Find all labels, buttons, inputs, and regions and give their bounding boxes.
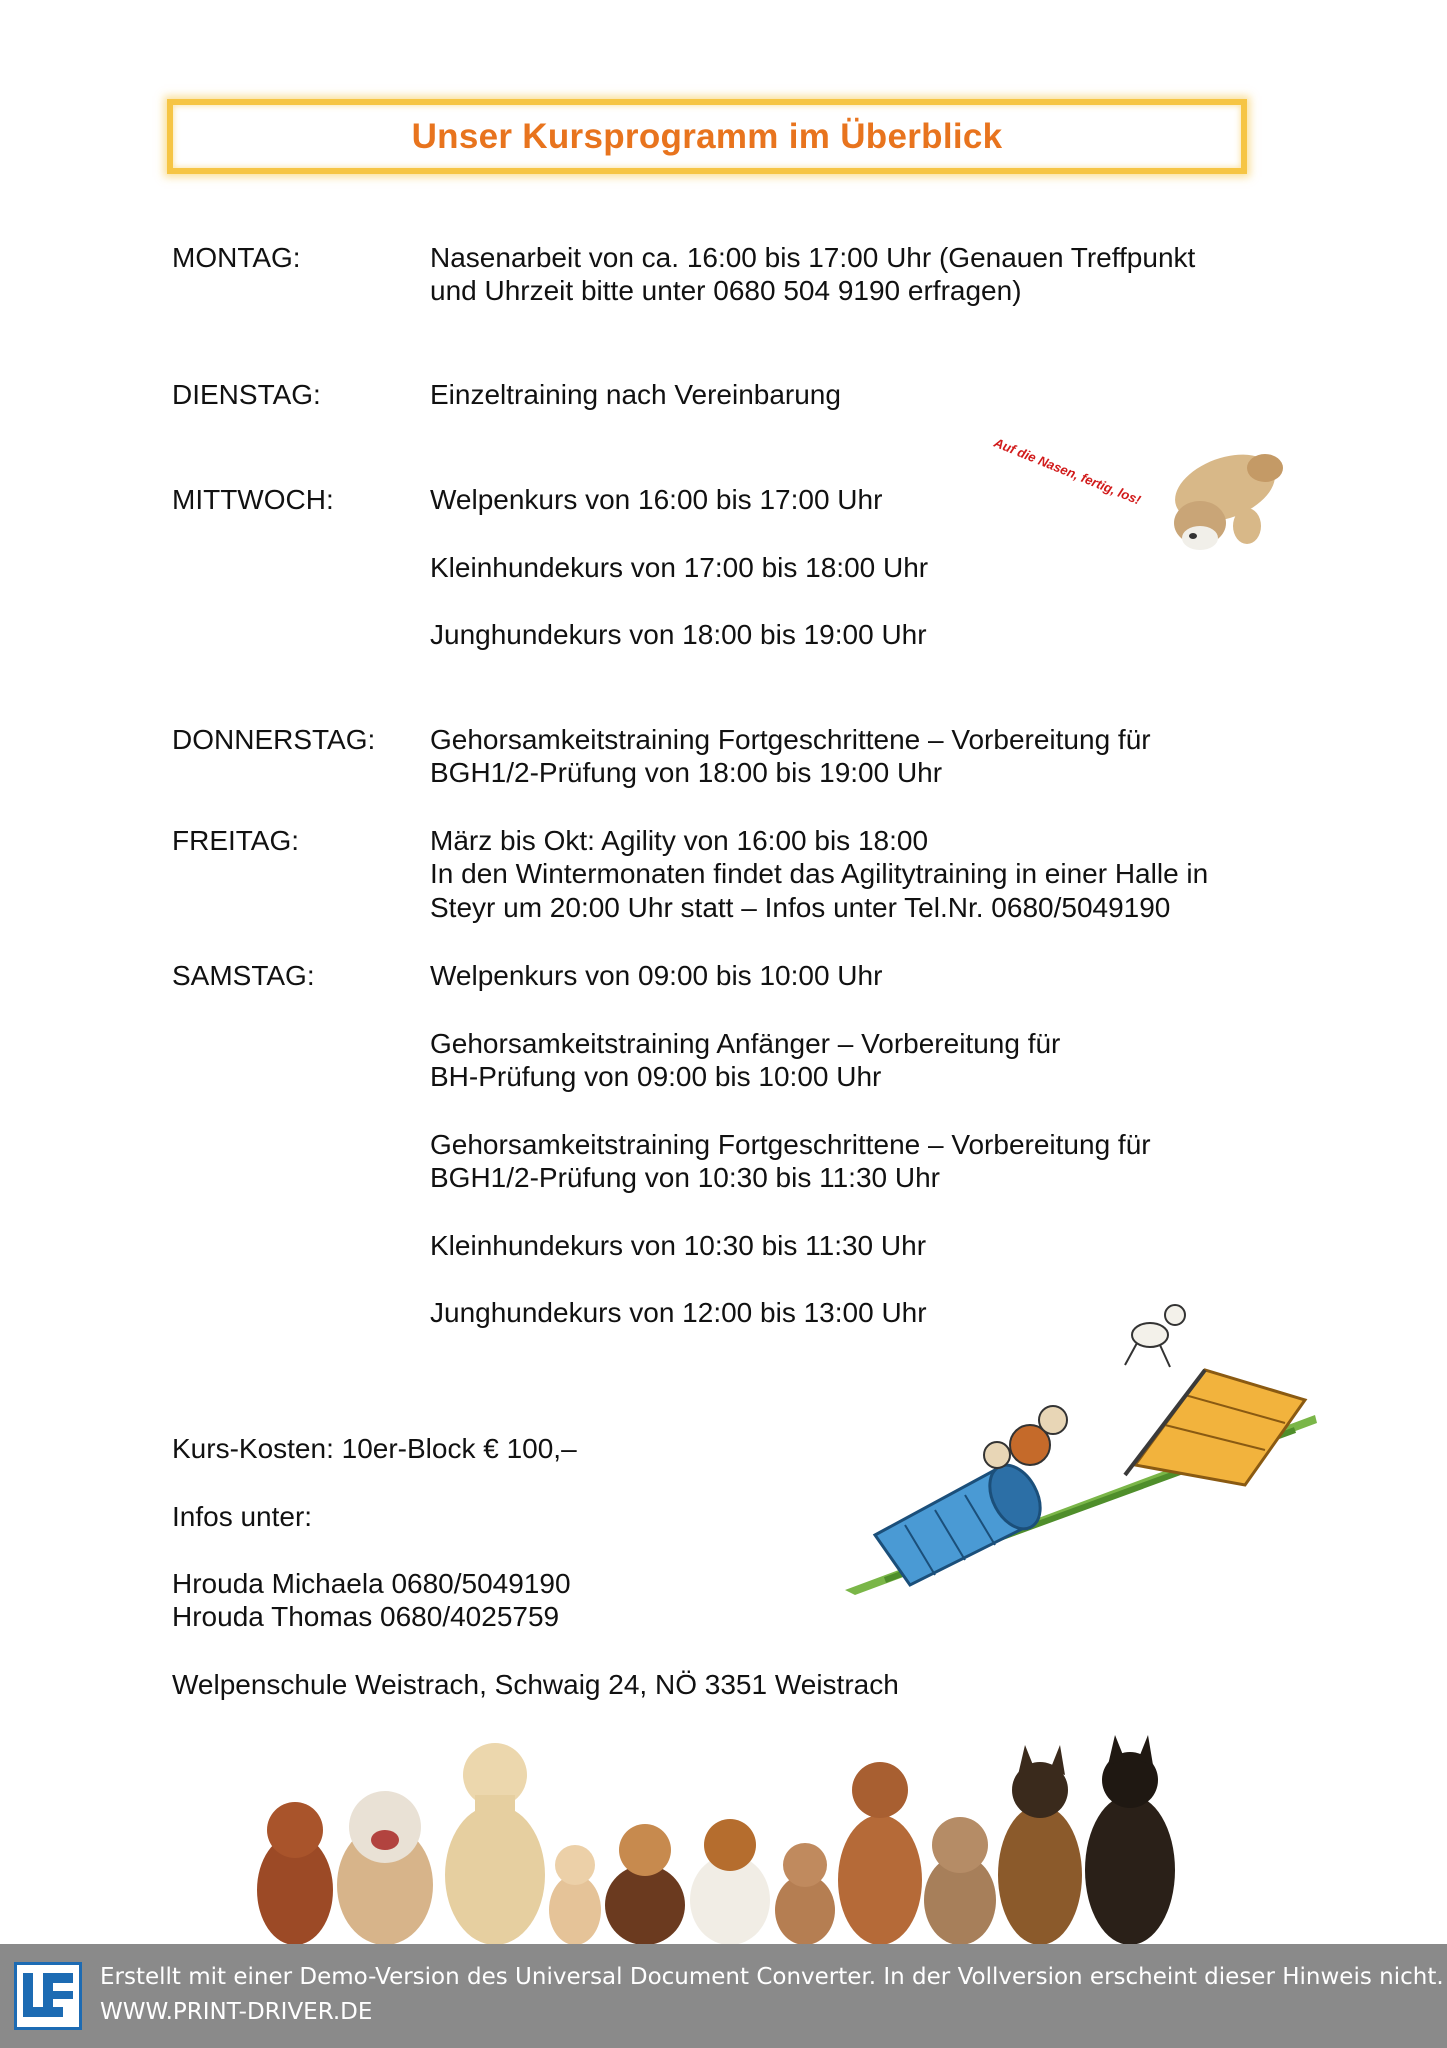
schedule-line: März bis Okt: Agility von 16:00 bis 18:00 [430, 825, 929, 856]
schedule-line: Gehorsamkeitstraining Fortgeschrittene – Vorbereitung für [430, 1129, 1151, 1160]
schedule-line: Junghundekurs von 12:00 bis 13:00 Uhr [430, 1297, 927, 1328]
school-address: Welpenschule Weistrach, Schwaig 24, NÖ 3351 Weistrach [172, 1669, 899, 1700]
info-label: Infos unter: [172, 1501, 313, 1532]
schedule-line: Gehorsamkeitstraining Fortgeschrittene – Vorbereitung für [430, 724, 1151, 755]
course-costs: Kurs-Kosten: 10er-Block € 100,– [172, 1433, 577, 1464]
agility-cartoon-illustration [825, 1295, 1325, 1595]
contact-thomas: Hrouda Thomas 0680/4025759 [172, 1601, 560, 1632]
dog-french-bulldog-icon [775, 1843, 835, 1945]
dog-bordeaux-icon [257, 1802, 333, 1945]
schedule-line: BH-Prüfung von 09:00 bis 10:00 Uhr [430, 1061, 882, 1092]
schedule-line: BGH1/2-Prüfung von 18:00 bis 19:00 Uhr [430, 757, 943, 788]
agility-a-frame-icon [1125, 1370, 1305, 1485]
dog-basset-icon [605, 1824, 685, 1945]
schedule-line: Welpenkurs von 09:00 bis 10:00 Uhr [430, 960, 883, 991]
day-label-donnerstag: DONNERSTAG: [172, 724, 376, 755]
dog-terrier-icon [924, 1817, 996, 1945]
schedule-line: Nasenarbeit von ca. 16:00 bis 17:00 Uhr (Genauen Treffpunkt [430, 242, 1196, 273]
demo-website-link[interactable]: WWW.PRINT-DRIVER.DE [100, 1999, 373, 2025]
cartoon-dogs-icon [984, 1406, 1067, 1468]
schedule-line: und Uhrzeit bitte unter 0680 504 9190 erfragen) [430, 275, 1022, 306]
schedule-line: Gehorsamkeitstraining Anfänger – Vorbereitung für [430, 1028, 1061, 1059]
dog-black-shepherd-icon [1085, 1735, 1175, 1945]
schedule-line: Junghundekurs von 18:00 bis 19:00 Uhr [430, 619, 927, 650]
dog-beagle-icon [690, 1819, 770, 1945]
day-label-mittwoch: MITTWOCH: [172, 484, 334, 515]
dog-golden-retriever-icon [445, 1743, 545, 1945]
demo-watermark-bar [0, 1944, 1447, 2048]
dog-chihuahua-icon [549, 1845, 601, 1945]
title-frame [167, 99, 1247, 174]
schedule-line: Kleinhundekurs von 10:30 bis 11:30 Uhr [430, 1230, 927, 1261]
dogs-row-illustration [250, 1735, 1200, 1945]
jumping-dog-icon [1125, 1305, 1185, 1367]
demo-notice: Erstellt mit einer Demo-Version des Universal Document Converter. In der Vollversion erscheint dieser Hinweis nicht. [100, 1964, 1444, 1990]
day-label-freitag: FREITAG: [172, 825, 300, 856]
puppy-icon [1166, 442, 1284, 550]
day-label-montag: MONTAG: [172, 242, 301, 273]
puppy-caption: Auf die Nasen, fertig, los! [991, 434, 1143, 508]
agility-tunnel-icon [875, 1457, 1050, 1585]
schedule-line: Kleinhundekurs von 17:00 bis 18:00 Uhr [430, 552, 929, 583]
day-label-samstag: SAMSTAG: [172, 960, 315, 991]
schedule-line: Steyr um 20:00 Uhr statt – Infos unter Tel.Nr. 0680/5049190 [430, 892, 1171, 923]
schedule-line: In den Wintermonaten findet das Agilitytraining in einer Halle in [430, 858, 1209, 889]
dog-german-shepherd-icon [998, 1745, 1082, 1945]
schedule-line: Einzeltraining nach Vereinbarung [430, 379, 841, 410]
dog-boxer-icon [838, 1762, 922, 1945]
day-label-dienstag: DIENSTAG: [172, 379, 321, 410]
page-title: Unser Kursprogramm im Überblick [411, 116, 1003, 156]
schedule-line: Welpenkurs von 16:00 bis 17:00 Uhr [430, 484, 883, 515]
udc-logo-icon [14, 1962, 82, 2030]
dog-bulldog-icon [337, 1791, 433, 1945]
contact-michaela: Hrouda Michaela 0680/5049190 [172, 1568, 571, 1599]
schedule-line: BGH1/2-Prüfung von 10:30 bis 11:30 Uhr [430, 1162, 941, 1193]
sniffing-puppy-illustration [985, 428, 1305, 578]
